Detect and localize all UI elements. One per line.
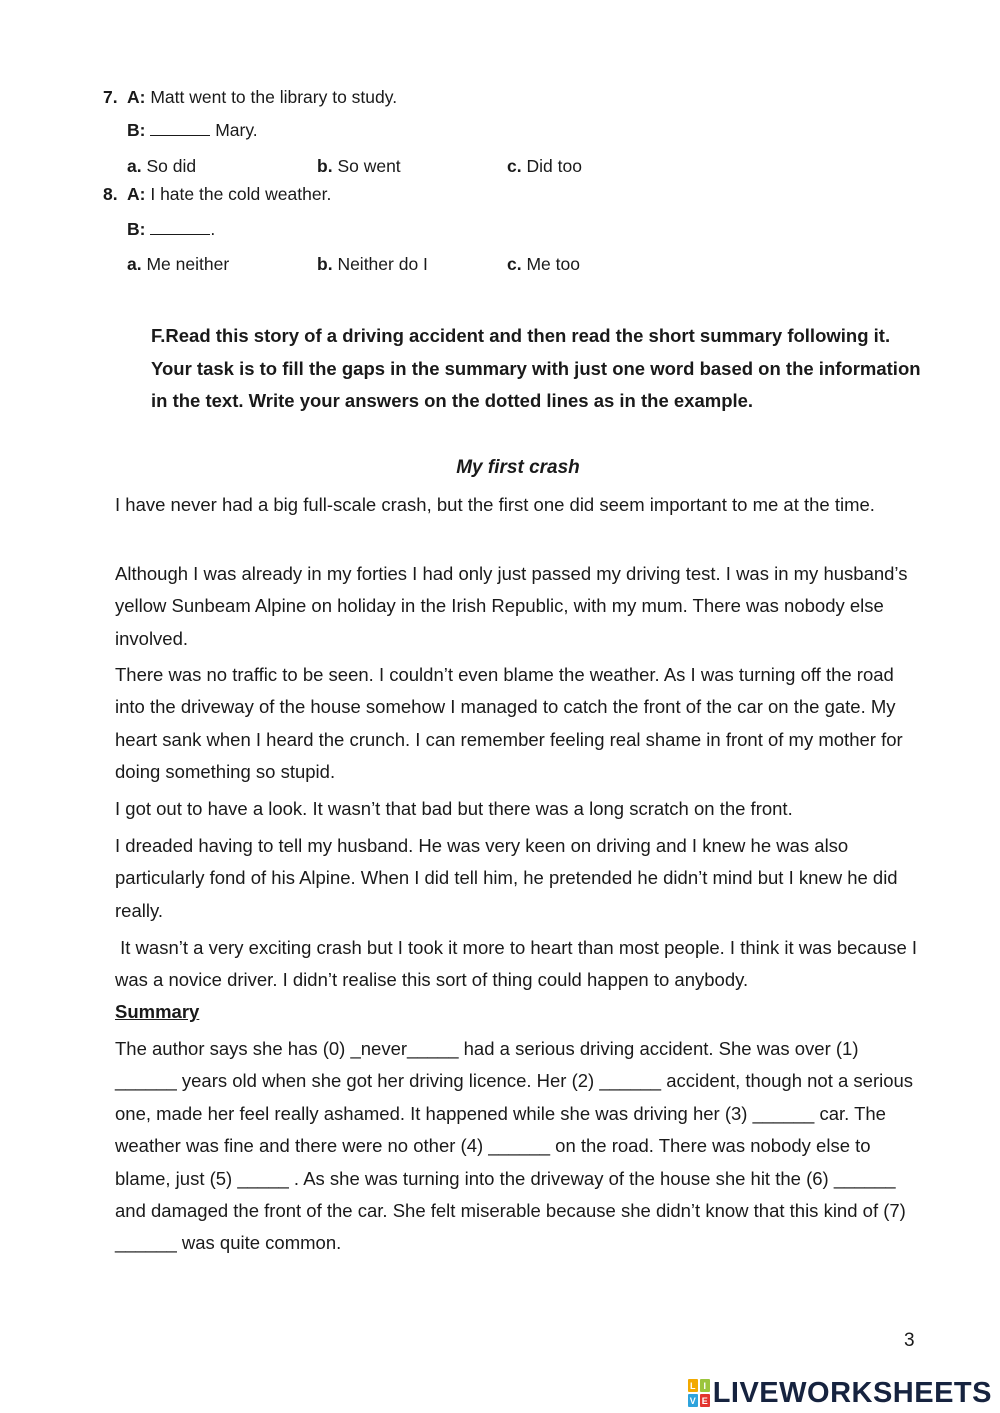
option-text: So did [146, 156, 197, 176]
answer-blank[interactable] [150, 218, 210, 235]
question-b-text: Mary. [215, 120, 258, 140]
story-paragraph: There was no traffic to be seen. I couldn’t even blame the weather. As I was turning off the road into the driveway of the house somehow I managed to catch the front of the car on the gate. My heart sank when I heard the crunch. I can remember feeling real shame in front of my mother for doing something so stupid. [115, 664, 903, 783]
option-letter: a. [127, 156, 142, 176]
question-7-a [103, 86, 397, 108]
option-letter: a. [127, 254, 142, 274]
option-text: Did too [526, 156, 582, 176]
logo-mark-icon [688, 1379, 710, 1407]
story-paragraph: Although I was already in my forties I had only just passed my driving test. I was in my husband’s yellow Sunbeam Alpine on holiday in the Irish Republic, with my mum. There was nobody else involved. [115, 563, 908, 649]
question-7-b [127, 119, 258, 141]
speaker-b-label: B: [127, 219, 146, 239]
story-paragraph: I got out to have a look. It wasn’t that bad but there was a long scratch on the front. [115, 798, 793, 819]
option-7c[interactable] [507, 155, 582, 177]
summary-text: The author says she has (0) _never_____ had a serious driving accident. She was over (1) ______ years old when she got her driving licence. Her (2) ______ accident, though not a serious one, made her feel really ashamed. It happened while she was driving her (3) ______ car. The weather was fine and there were no other (4) ______ on the road. There was nobody else to blame, just (5) _____ . As she was turning into the driveway of the house she hit the (6) ______ and damaged the front of the car. She felt miserable because she didn’t know that this kind of (7) ______ was quite common. [115, 1038, 914, 1254]
summary-heading: Summary [115, 1001, 200, 1022]
question-number: 8. [103, 184, 118, 204]
svg-text:V: V [689, 1396, 696, 1406]
page-number: 3 [904, 1330, 915, 1351]
option-letter: c. [507, 254, 522, 274]
option-text: Me too [526, 254, 580, 274]
option-text: Me neither [146, 254, 230, 274]
section-f-instruction: F.Read this story of a driving accident and then read the short summary following it. Your task is to fill the gaps in the summary with just one word based on the information in the text. Write your answers on the dotted lines as in the example. [151, 325, 921, 412]
story-title: My first crash [456, 457, 580, 478]
svg-text:I: I [703, 1381, 707, 1391]
option-letter: b. [317, 254, 333, 274]
question-b-text: . [210, 219, 216, 239]
question-a-text: Matt went to the library to study. [150, 87, 398, 107]
speaker-a-label: A: [127, 87, 146, 107]
option-8b[interactable] [317, 253, 428, 275]
svg-text:E: E [701, 1396, 708, 1406]
svg-text:L: L [689, 1381, 696, 1391]
speaker-a-label: A: [127, 184, 146, 204]
option-letter: b. [317, 156, 333, 176]
story-paragraph: It wasn’t a very exciting crash but I took it more to heart than most people. I think it was because I was a novice driver. I didn’t realise this sort of thing could happen to anybody. [115, 937, 923, 991]
logo-text: LIVEWORKSHEETS [712, 1377, 992, 1409]
option-7b[interactable] [317, 155, 401, 177]
option-7a[interactable] [127, 155, 196, 177]
question-number: 7. [103, 87, 118, 107]
liveworksheets-logo [688, 1376, 992, 1410]
answer-blank[interactable] [150, 119, 210, 136]
option-8a[interactable] [127, 253, 229, 275]
question-8-a [103, 183, 331, 205]
option-text: So went [337, 156, 401, 176]
option-8c[interactable] [507, 253, 580, 275]
option-text: Neither do I [337, 254, 428, 274]
option-letter: c. [507, 156, 522, 176]
story-paragraph: I dreaded having to tell my husband. He was very keen on driving and I knew he was also particularly fond of his Alpine. When I did tell him, he pretended he didn’t mind but I knew he did really. [115, 835, 898, 921]
speaker-b-label: B: [127, 120, 146, 140]
story-paragraph: I have never had a big full-scale crash, but the first one did seem important to me at the time. [115, 494, 875, 515]
question-8-b [127, 218, 215, 240]
question-a-text: I hate the cold weather. [150, 184, 332, 204]
logo-blocks-icon [688, 1379, 710, 1407]
